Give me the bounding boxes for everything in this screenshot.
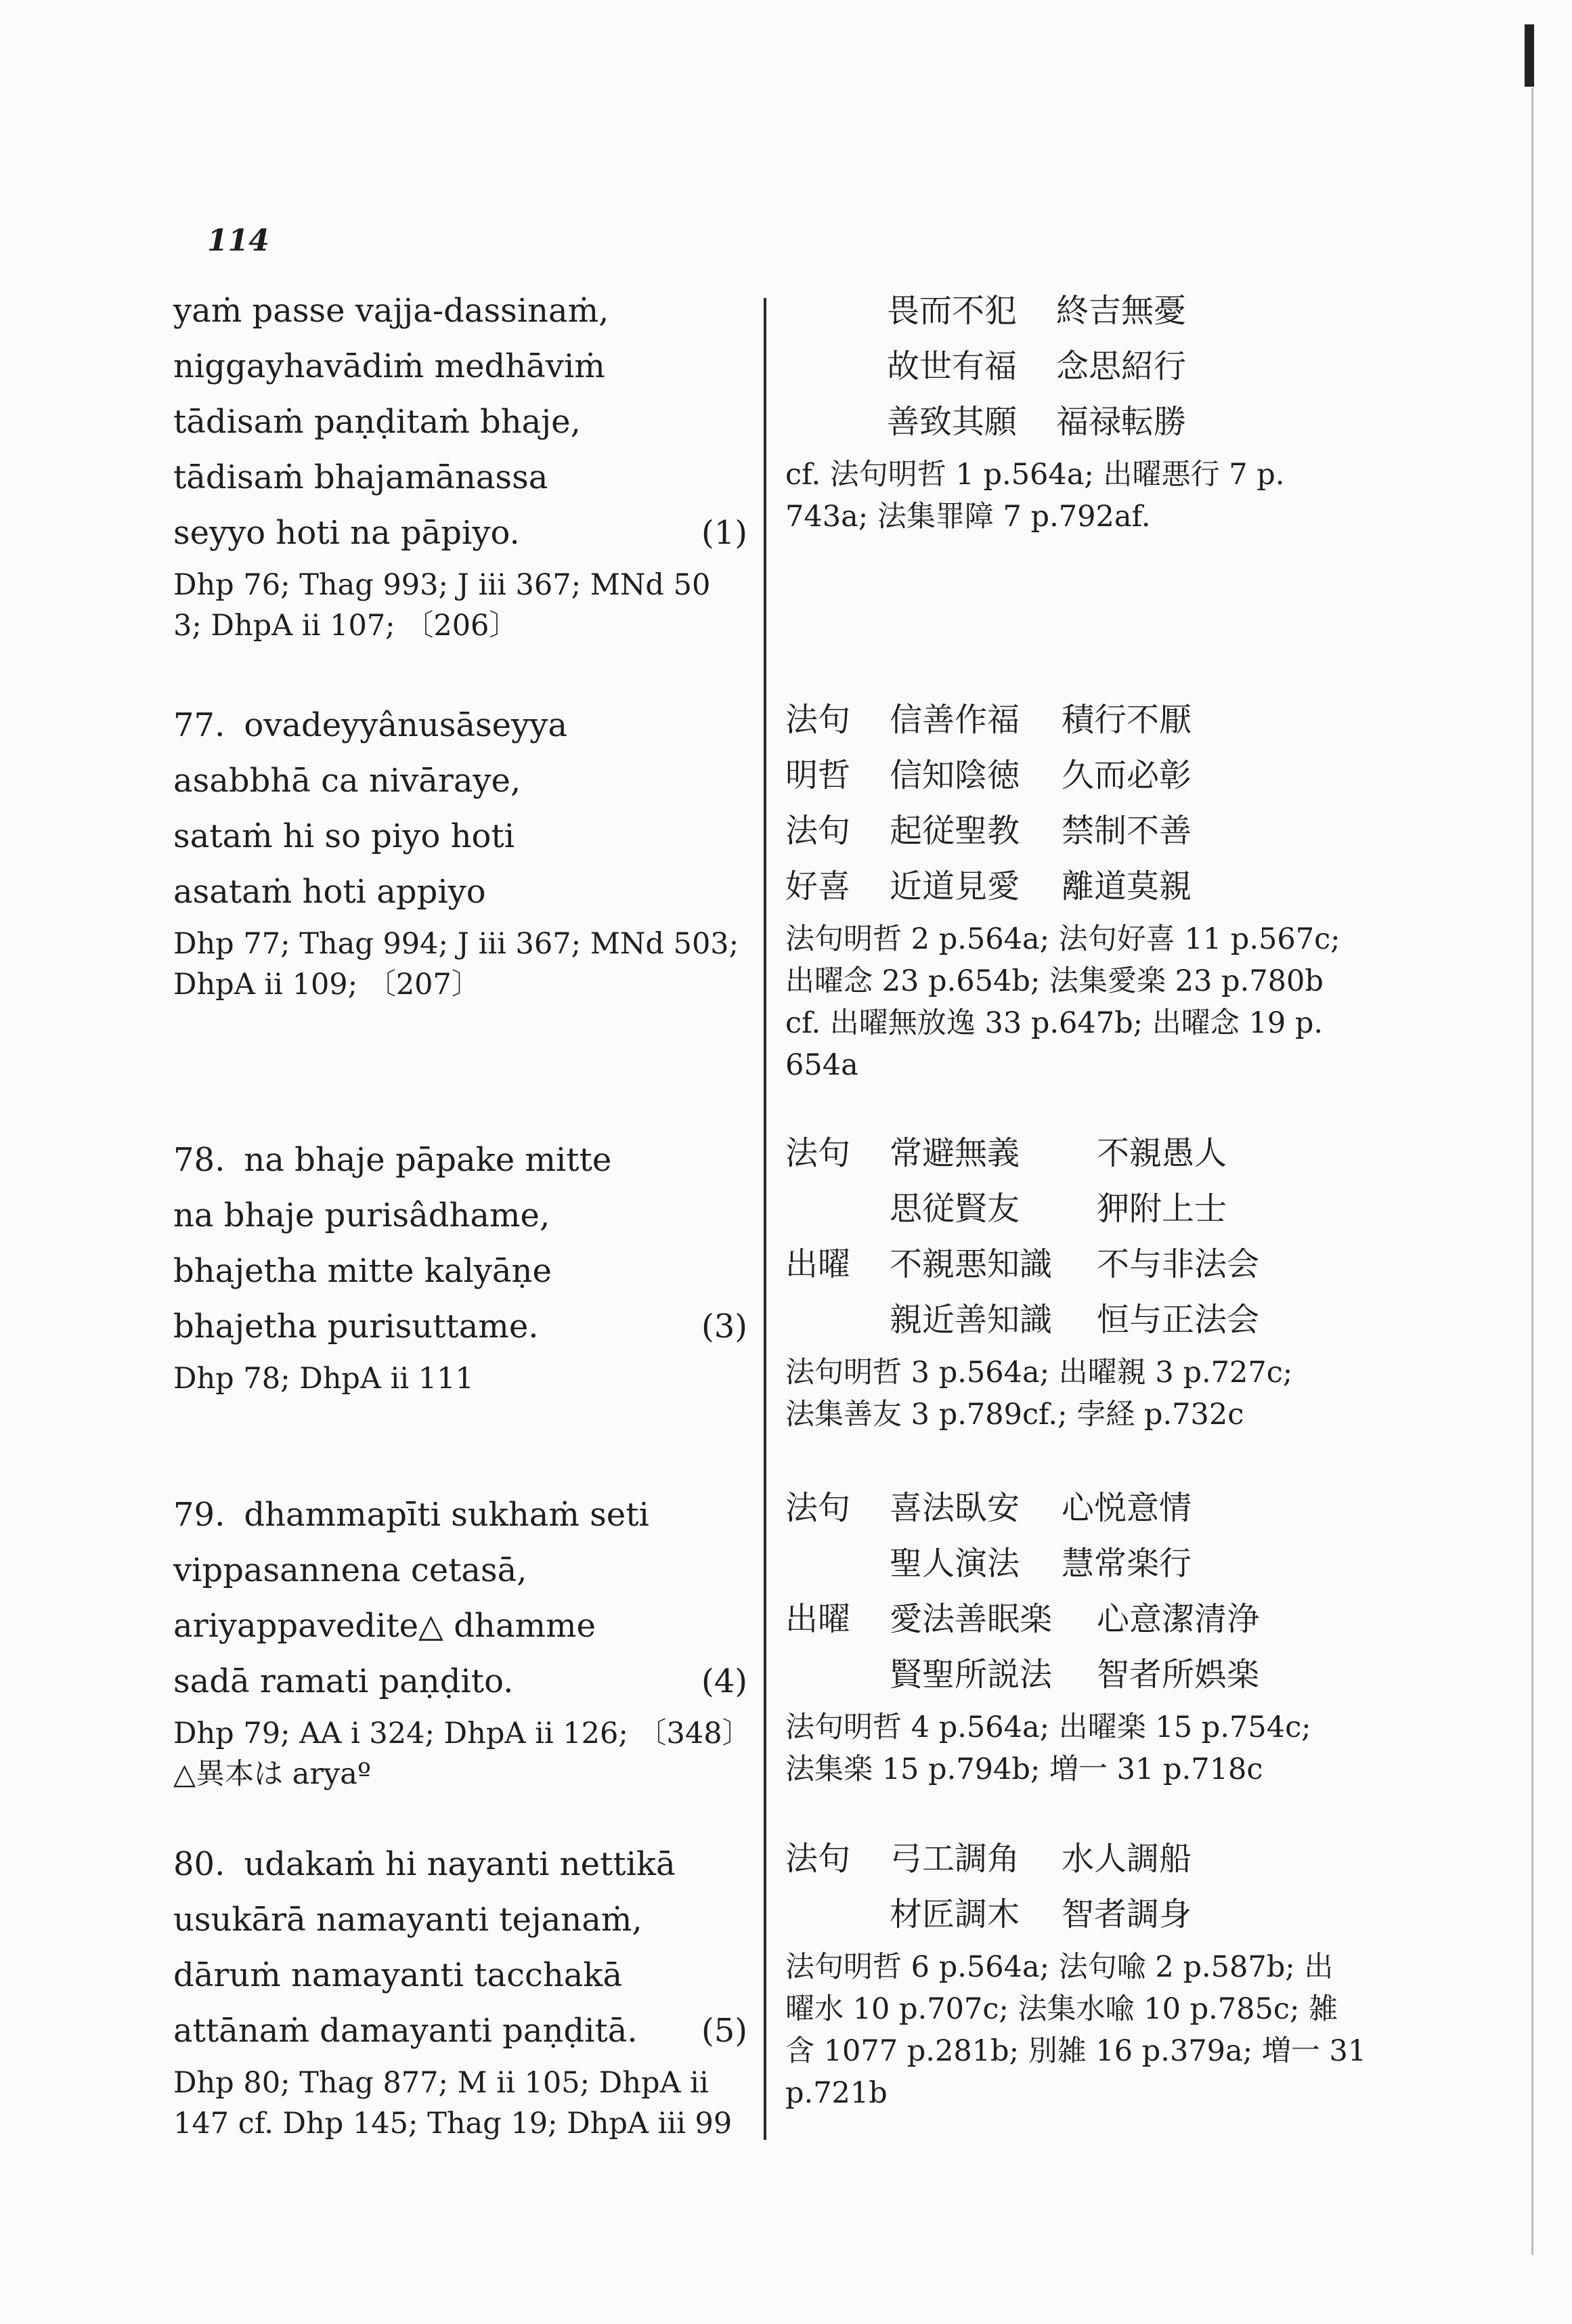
verse-number: 80. bbox=[173, 1845, 225, 1883]
verse-line: bhajetha mitte kalyāṇe bbox=[173, 1252, 552, 1290]
parallel-line: 聖人演法 慧常楽行 bbox=[890, 1545, 1192, 1583]
parallel-line: 明哲 信知陰徳 久而必彰 bbox=[785, 756, 1192, 794]
parallel-line: 好喜 近道見愛 離道莫親 bbox=[785, 867, 1192, 905]
chinese-references: 法句明哲 2 p.564a; 法句好喜 11 p.567c; 出曜念 23 p.654b; 法集愛楽 23 p.780b cf. 出曜無放逸 33 p.647b; 出曜念 19 p. 654a bbox=[785, 922, 1340, 1082]
parallel-line: 法句 起従聖教 禁制不善 bbox=[785, 812, 1192, 850]
verse-line: bhajetha purisuttame. (3) bbox=[173, 1299, 756, 1354]
verse-line: asabbhā ca nivāraye, bbox=[173, 762, 521, 800]
chinese-parallel-76 bbox=[785, 283, 1381, 538]
verse-line: na bhaje purisâdhame, bbox=[173, 1197, 550, 1234]
verse-marker: (1) bbox=[701, 514, 747, 552]
edge-mark bbox=[1525, 24, 1534, 87]
chinese-parallel-80 bbox=[785, 1831, 1381, 2114]
page-number: 114 bbox=[207, 223, 269, 258]
column-divider bbox=[764, 298, 766, 2140]
parallel-line: 親近善知識 恒与正法会 bbox=[890, 1301, 1260, 1339]
verse-line: sataṁ hi so piyo hoti bbox=[173, 817, 515, 855]
pali-verse-78 bbox=[173, 1132, 756, 1399]
chinese-references: 法句明哲 4 p.564a; 出曜楽 15 p.754c; 法集楽 15 p.794b; 増一 31 p.718c bbox=[785, 1710, 1311, 1786]
parallel-line: 法句 喜法臥安 心悦意情 bbox=[785, 1489, 1192, 1527]
verse-line: 79. dhammapīti sukhaṁ seti bbox=[173, 1487, 756, 1543]
verse-line: niggayhavādiṁ medhāviṁ bbox=[173, 347, 605, 385]
verse-line: yaṁ passe vajja-dassinaṁ, bbox=[173, 292, 609, 330]
parallel-line: 思従賢友 狎附上士 bbox=[890, 1190, 1227, 1228]
edge-line bbox=[1531, 88, 1533, 2255]
pali-references: Dhp 80; Thag 877; M ii 105; DhpA ii 147 cf. Dhp 145; Thag 19; DhpA iii 99 bbox=[173, 2066, 733, 2140]
verse-line: 80. udakaṁ hi nayanti nettikā bbox=[173, 1836, 756, 1892]
verse-line: vippasannena cetasā, bbox=[173, 1551, 527, 1589]
verse-line: 77. ovadeyyânusāseyya bbox=[173, 697, 756, 753]
parallel-line: 出曜 愛法善眠楽 心意潔清浄 bbox=[785, 1600, 1260, 1638]
pali-references: Dhp 79; AA i 324; DhpA ii 126; 〔348〕 △異本は aryaº bbox=[173, 1717, 751, 1791]
parallel-line: 材匠調木 智者調身 bbox=[890, 1895, 1192, 1933]
pali-references: Dhp 76; Thag 993; J iii 367; MNd 50 3; DhpA ii 107; 〔206〕 bbox=[173, 568, 711, 643]
pali-references: Dhp 77; Thag 994; J iii 367; MNd 503; DhpA ii 109; 〔207〕 bbox=[173, 927, 739, 1002]
verse-line: dāruṁ namayanti tacchakā bbox=[173, 1956, 623, 1994]
verse-line: 78. na bhaje pāpake mitte bbox=[173, 1132, 756, 1188]
verse-line: asataṁ hoti appiyo bbox=[173, 873, 486, 911]
parallel-line: 故世有福 念思紹行 bbox=[887, 347, 1187, 385]
verse-number: 77. bbox=[173, 706, 225, 744]
chinese-parallel-79 bbox=[785, 1480, 1381, 1790]
chinese-references: 法句明哲 3 p.564a; 出曜親 3 p.727c; 法集善友 3 p.789cf.; 孛経 p.732c bbox=[785, 1356, 1293, 1432]
chinese-references: 法句明哲 6 p.564a; 法句喩 2 p.587b; 出 曜水 10 p.707c; 法集水喩 10 p.785c; 雑 含 1077 p.281b; 別雑 16 p.379a; 増一 31 p.721b bbox=[785, 1950, 1367, 2110]
pali-verse-79 bbox=[173, 1487, 756, 1794]
pali-verse-77 bbox=[173, 697, 756, 1005]
chinese-parallel-78 bbox=[785, 1125, 1381, 1436]
verse-number: 79. bbox=[173, 1496, 225, 1534]
verse-line: attānaṁ damayanti paṇḍitā. (5) bbox=[173, 2003, 756, 2059]
parallel-line: 法句 信善作福 積行不厭 bbox=[785, 701, 1192, 739]
parallel-line: 畏而不犯 終吉無憂 bbox=[887, 292, 1187, 330]
parallel-line: 善致其願 福禄転勝 bbox=[887, 403, 1187, 441]
chinese-references: cf. 法句明哲 1 p.564a; 出曜悪行 7 p. 743a; 法集罪障 7 p.792af. bbox=[785, 458, 1285, 534]
chinese-parallel-77 bbox=[785, 692, 1381, 1086]
parallel-line: 出曜 不親悪知識 不与非法会 bbox=[785, 1245, 1260, 1283]
verse-line: usukārā namayanti tejanaṁ, bbox=[173, 1901, 642, 1939]
verse-line: tādisaṁ paṇḍitaṁ bhaje, bbox=[173, 403, 581, 441]
parallel-line: 法句 常避無義 不親愚人 bbox=[785, 1134, 1227, 1172]
pali-verse-80 bbox=[173, 1836, 756, 2144]
pali-verse-76 bbox=[173, 283, 756, 646]
verse-marker: (3) bbox=[701, 1308, 747, 1346]
verse-line: sadā ramati paṇḍito. (4) bbox=[173, 1654, 756, 1709]
parallel-line: 法句 弓工調角 水人調船 bbox=[785, 1840, 1192, 1878]
verse-marker: (4) bbox=[701, 1662, 747, 1700]
verse-line: ariyappavedite△ dhamme bbox=[173, 1607, 596, 1645]
parallel-line: 賢聖所説法 智者所娯楽 bbox=[890, 1656, 1260, 1694]
verse-marker: (5) bbox=[701, 2012, 747, 2050]
verse-number: 78. bbox=[173, 1141, 225, 1179]
verse-line: tādisaṁ bhajamānassa bbox=[173, 458, 548, 496]
pali-references: Dhp 78; DhpA ii 111 bbox=[173, 1362, 474, 1396]
verse-line: seyyo hoti na pāpiyo. (1) bbox=[173, 505, 756, 561]
